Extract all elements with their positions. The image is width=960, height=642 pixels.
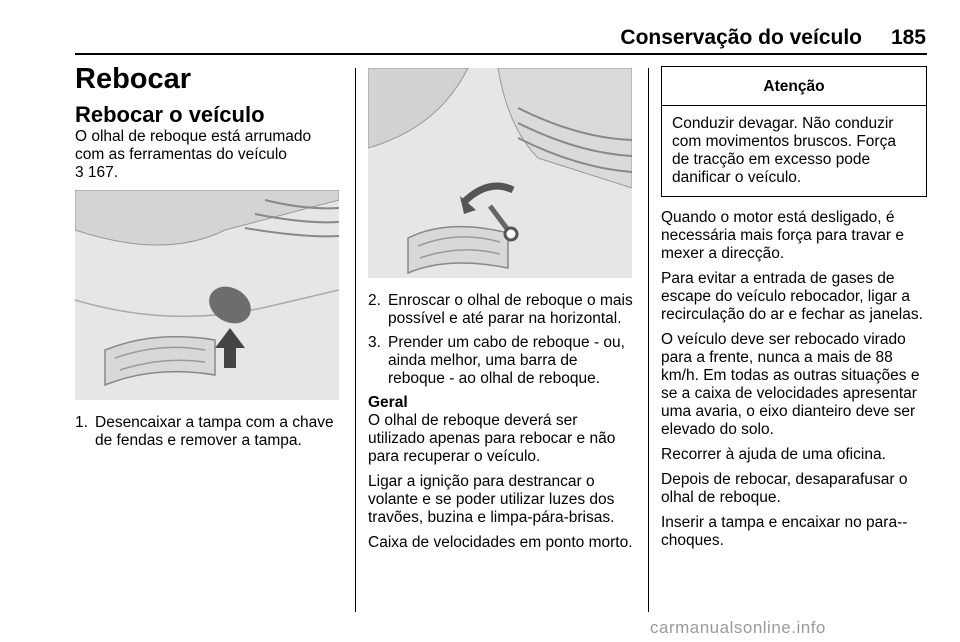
paragraph: Recorrer à ajuda de uma oficina.: [661, 446, 886, 463]
page-number: 185: [890, 26, 926, 49]
warning-box: [661, 66, 927, 197]
warning-text: Conduzir devagar. Não conduzir com movimentos bruscos. Força de tracção em excesso pode danificar o veículo.: [672, 115, 896, 186]
paragraph: Ligar a ignição para destrancar o volante e se poder utilizar luzes dos travões, buzina e limpa-pára-brisas.: [368, 473, 615, 526]
list-item: [368, 334, 636, 388]
page-reference: 3 167.: [75, 164, 119, 181]
warning-title: Atenção: [662, 67, 926, 106]
towing-eye-drawing: [368, 68, 632, 278]
step-text: Prender um cabo de reboque - ou, ainda melhor, uma barra de reboque - ao olhal de reboque.: [388, 334, 625, 387]
bumper-cover-drawing: [75, 190, 339, 400]
step-number: 3.: [368, 334, 381, 351]
column-3: [661, 66, 927, 557]
column-divider-2: [648, 68, 649, 612]
illustration-bumper-cover: [75, 190, 339, 400]
intro-paragraph: O olhal de reboque está arrumado com as ferramentas do veículo: [75, 128, 312, 163]
step-text: Desencaixar a tampa com a chave de fendas e remover a tampa.: [95, 414, 334, 449]
illustration-towing-eye: [368, 68, 632, 278]
step-text: Enroscar o olhal de reboque o mais possível e até parar na horizontal.: [388, 292, 633, 327]
column-divider-1: [355, 68, 356, 612]
section-title: Conservação do veículo: [620, 26, 862, 49]
step-number: 1.: [75, 414, 88, 431]
paragraph: Depois de rebocar, desaparafusar o olhal de reboque.: [661, 471, 908, 506]
paragraph: Inserir a tampa e encaixar no para--choques.: [661, 514, 908, 549]
header-rule: [75, 53, 927, 55]
main-heading: Rebocar: [75, 63, 192, 95]
list-item: [368, 292, 636, 328]
list-item: [75, 414, 343, 450]
watermark: carmanualsonline.info: [650, 618, 826, 637]
paragraph: Para evitar a entrada de gases de escape do veículo rebocador, ligar a recirculação do ar e fechar as janelas.: [661, 270, 923, 323]
column-1: [75, 62, 343, 456]
subheading-geral: Geral: [368, 394, 408, 411]
steps-list-2: [368, 292, 636, 388]
paragraph: O olhal de reboque deverá ser utilizado apenas para rebocar e não para recuperar o veículo.: [368, 412, 616, 465]
section-heading: Rebocar o veículo: [75, 102, 265, 127]
paragraph: Quando o motor está desligado, é necessária mais força para travar e mexer a direcção.: [661, 209, 904, 262]
column-2: [368, 68, 636, 559]
paragraph: Caixa de velocidades em ponto morto.: [368, 534, 633, 551]
paragraph: O veículo deve ser rebocado virado para a frente, nunca a mais de 88 km/h. Em todas as outras situações e se a caixa de velocidades apresentar uma avaria, o eixo dianteiro deve ser elevado do solo.: [661, 331, 920, 438]
step-number: 2.: [368, 292, 381, 309]
steps-list-1: [75, 414, 343, 450]
